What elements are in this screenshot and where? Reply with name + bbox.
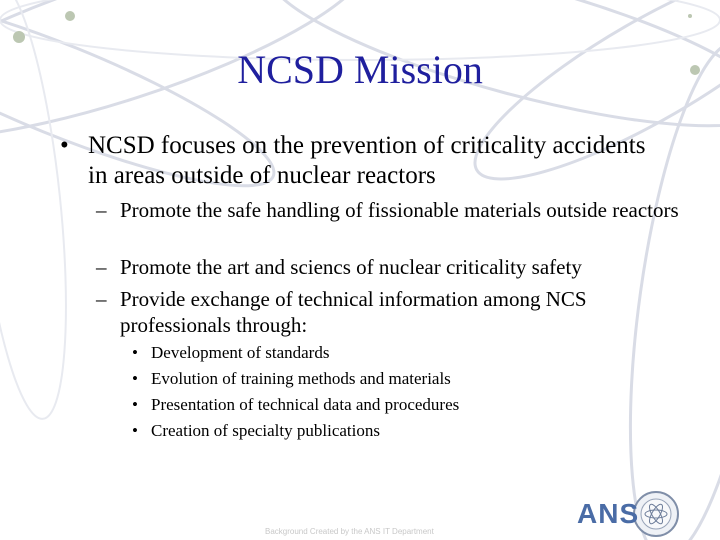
ans-logo-text: ANS <box>577 498 640 529</box>
footer-credit: Background Created by the ANS IT Department <box>265 527 434 536</box>
sub-sub-bullet <box>132 420 612 442</box>
sub-bullet-text: Promote the art and sciencs of nuclear criticality safety <box>120 255 582 279</box>
sub-sub-bullet <box>132 394 612 416</box>
sub-bullet-text: Provide exchange of technical information among NCS professionals through: <box>120 287 587 337</box>
bullet-mark: • <box>132 343 138 362</box>
sub-bullet <box>96 286 696 338</box>
main-bullet <box>60 131 660 191</box>
sub-sub-bullet-text: Presentation of technical data and procedures <box>151 395 460 414</box>
dash-mark: – <box>96 198 107 222</box>
main-bullet-text: NCSD focuses on the prevention of criticality accidents in areas outside of nuclear reactors <box>88 132 646 189</box>
sub-bullet <box>96 254 696 280</box>
ans-seal-icon <box>634 492 678 536</box>
dash-mark: – <box>96 287 107 311</box>
slide-title: NCSD Mission <box>237 47 483 92</box>
sub-bullet-text: Promote the safe handling of fissionable materials outside reactors <box>120 198 679 222</box>
dash-mark: – <box>96 255 107 279</box>
sub-sub-bullet-text: Creation of specialty publications <box>151 421 380 440</box>
sub-sub-bullet <box>132 368 612 390</box>
bullet-mark: • <box>132 369 138 388</box>
bullet-mark: • <box>132 395 138 414</box>
sub-sub-bullet-text: Evolution of training methods and materials <box>151 369 451 388</box>
bullet-mark: • <box>60 132 69 159</box>
sub-sub-bullet-text: Development of standards <box>151 343 330 362</box>
sub-sub-bullet <box>132 342 612 364</box>
bullet-mark: • <box>132 421 138 440</box>
sub-bullet <box>96 197 696 223</box>
